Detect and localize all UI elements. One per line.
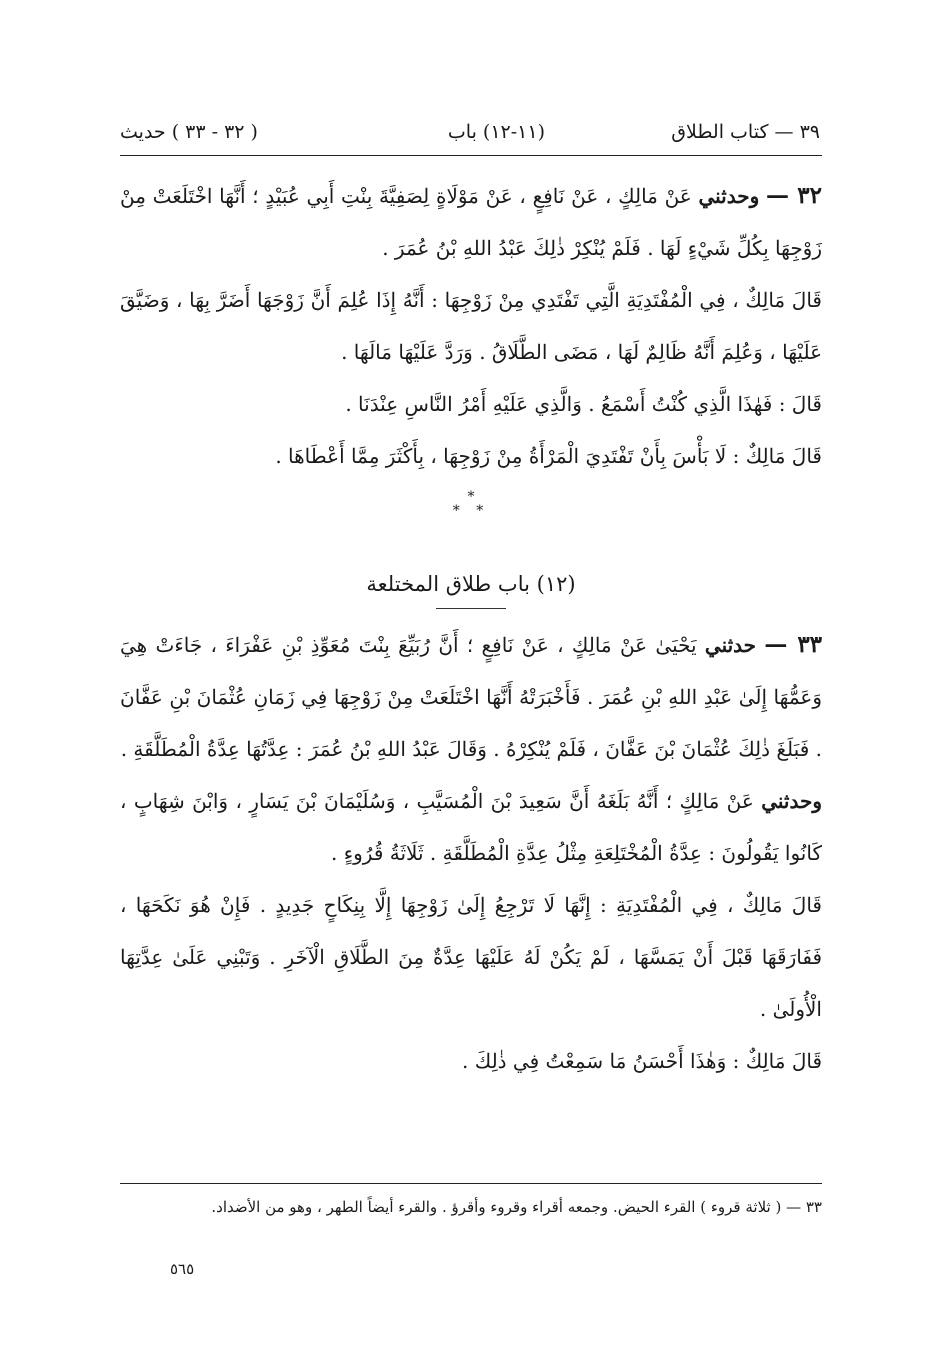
hadith-number: ٣٣ — xyxy=(764,631,823,658)
header-hadith-range: ( ٣٢ - ٣٣ ) حديث xyxy=(120,121,258,143)
page-number: ٥٦٥ xyxy=(170,1260,195,1278)
hadith-text: عَنْ مَالِكٍ ؛ أَنَّهُ بَلَغَهُ أَنَّ سَعِيدَ بْنَ الْمُسَيَّبِ ، وَسُلَيْمَانَ بْنَ يَسَارٍ ، وَابْنَ شِهَابٍ ، كَانُوا يَقُولُونَ : عِدَّةُ الْمُخْتَلِعَةِ مِثْلُ عِدَّةِ الْمُطَلَّقَةِ . ثَلَاثَةُ قُرُوءٍ . xyxy=(120,789,822,865)
separator-top: * xyxy=(467,489,475,505)
narration-lead: حدثني xyxy=(704,633,757,657)
header-book-title: ٣٩ — كتاب الطلاق xyxy=(671,121,820,143)
running-header xyxy=(120,115,820,151)
chapter-heading: (١٢) باب طلاق المختلعة xyxy=(366,572,576,596)
hadith-number: ٣٢ — xyxy=(765,182,823,209)
section-separator xyxy=(120,490,822,518)
malik-comment-5: قَالَ مَالِكٌ : وَهٰذَا أَحْسَنُ مَا سَمِعْتُ فِي ذٰلِكَ . xyxy=(462,1049,822,1073)
malik-comment-2: قَالَ : فَهٰذَا الَّذِي كُنْتُ أَسْمَعُ . وَالَّذِي عَلَيْهِ أَمْرُ النَّاسِ عِنْدَنَا . xyxy=(345,392,822,416)
narration-lead: وحدثني xyxy=(698,184,760,208)
header-chapter: (١١-١٢) باب xyxy=(447,121,545,143)
malik-comment-4: قَالَ مَالِكٌ ، فِي الْمُفْتَدِيَةِ : إِنَّهَا لَا تَرْجِعُ إِلَىٰ زَوْجِهَا إِلَّا بِنِكَاحٍ جَدِيدٍ . فَإِنْ هُوَ نَكَحَهَا ، فَفَارَقَهَا قَبْلَ أَنْ يَمَسَّهَا ، لَمْ يَكُنْ لَهُ عَلَيْهَا عِدَّةٌ مِنَ الطَّلَاقِ الْآخَرِ . وَتَبْنِي عَلَىٰ عِدَّتِهَا الْأُولَىٰ . xyxy=(120,893,822,1021)
hadith-text: يَحْيَىٰ عَنْ مَالِكٍ ، عَنْ نَافِعٍ ؛ أَنَّ رُبَيِّعَ بِنْتَ مُعَوِّذِ بْنِ عَفْرَاءَ ، جَاءَتْ هِيَ وَعَمُّهَا إِلَىٰ عَبْدِ اللهِ بْنِ عُمَرَ . فَأَخْبَرَتْهُ أَنَّهَا اخْتَلَعَتْ مِنْ زَوْجِهَا فِي زَمَانِ عُثْمَانَ بْنِ عَفَّانَ . فَبَلَغَ ذٰلِكَ عُثْمَانَ بْنَ عَفَّانَ ، فَلَمْ يُنْكِرْهُ . وَقَالَ عَبْدُ اللهِ بْنُ عُمَرَ : عِدَّتُهَا عِدَّةُ الْمُطَلَّقَةِ . xyxy=(120,633,822,761)
hadith-33 xyxy=(120,619,822,775)
separator-bottom: * * xyxy=(452,503,490,519)
hadith-33-supplement xyxy=(120,775,822,879)
malik-comment-3: قَالَ مَالِكٌ : لَا بَأْسَ بِأَنْ تَفْتَدِيَ الْمَرْأَةُ مِنْ زَوْجِهَا ، بِأَكْثَرَ مِمَّا أَعْطَاهَا . xyxy=(275,444,822,468)
hadith-text: عَنْ مَالِكٍ ، عَنْ نَافِعٍ ، عَنْ مَوْلَاةٍ لِصَفِيَّةَ بِنْتِ أَبِي عُبَيْدٍ ؛ أَنَّهَا اخْتَلَعَتْ مِنْ زَوْجِهَا بِكُلِّ شَيْءٍ لَهَا . فَلَمْ يُنْكِرْ ذٰلِكَ عَبْدُ اللهِ بْنُ عُمَرَ . xyxy=(120,184,822,260)
narration-lead: وحدثني xyxy=(761,789,823,813)
main-text xyxy=(120,170,822,1087)
header-rule xyxy=(120,155,822,156)
footnote-rule xyxy=(120,1183,822,1184)
hadith-32 xyxy=(120,170,822,274)
footnote: ٣٣ — ( ثلاثة قروء ) القرء الحيض. وجمعه أقراء وقروء وأقرؤ . والقرء أيضاً الطهر ، وهو من الأضداد. xyxy=(211,1198,822,1216)
malik-comment-1: قَالَ مَالِكٌ ، فِي الْمُفْتَدِيَةِ الَّتِي تَفْتَدِي مِنْ زَوْجِهَا : أَنَّهُ إِذَا عُلِمَ أَنَّ زَوْجَهَا أَضَرَّ بِهَا ، وَضَيَّقَ عَلَيْهَا ، وَعُلِمَ أَنَّهُ ظَالِمٌ لَهَا ، مَضَى الطَّلَاقُ . وَرَدَّ عَلَيْهَا مَالَهَا . xyxy=(120,288,822,364)
chapter-heading-rule xyxy=(436,608,506,609)
